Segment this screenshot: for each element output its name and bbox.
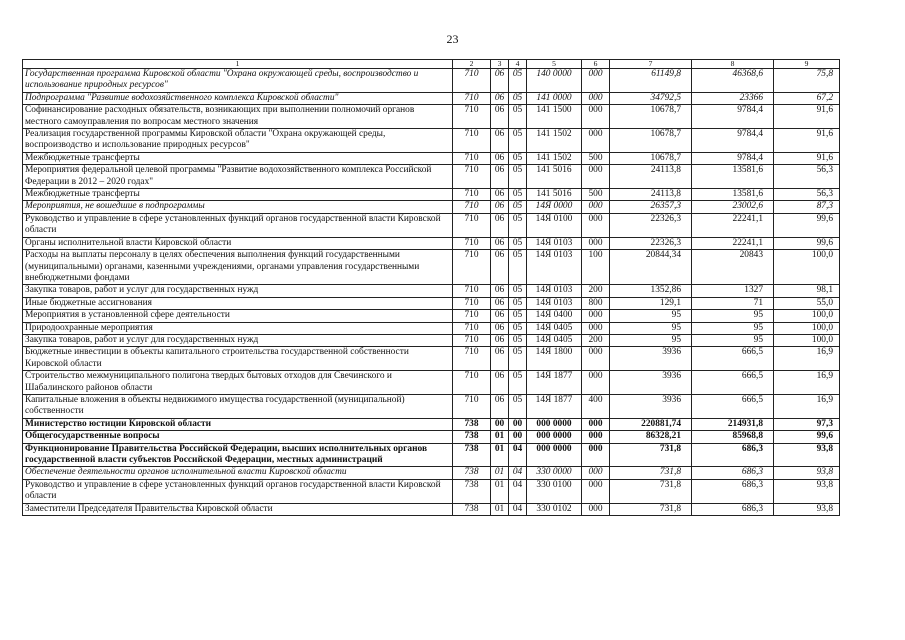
- actual-amount-cell: 686,3: [692, 467, 774, 479]
- expense-type-cell: 400: [582, 394, 610, 418]
- ministry-code-cell: 710: [453, 297, 491, 309]
- table-row: [23, 431, 840, 443]
- target-article-cell: 14Я 1877: [527, 394, 582, 418]
- execution-percent-cell: 87,3: [774, 201, 840, 213]
- subsection-code-cell: 04: [509, 503, 527, 515]
- actual-amount-cell: 71: [692, 297, 774, 309]
- expense-type-cell: 200: [582, 334, 610, 346]
- ministry-code-cell: 710: [453, 189, 491, 201]
- ministry-code-cell: 710: [453, 105, 491, 129]
- table-row: [23, 322, 840, 334]
- table-row: [23, 129, 840, 153]
- execution-percent-cell: 98,1: [774, 285, 840, 297]
- subsection-code-cell: 05: [509, 347, 527, 371]
- ministry-code-cell: 710: [453, 322, 491, 334]
- actual-amount-cell: 22241,1: [692, 213, 774, 237]
- target-article-cell: 14Я 0103: [527, 250, 582, 285]
- table-header-row: [23, 60, 840, 69]
- header-cell: 7: [610, 60, 692, 69]
- header-cell: 1: [23, 60, 453, 69]
- section-code-cell: 06: [491, 213, 509, 237]
- section-code-cell: 06: [491, 250, 509, 285]
- subsection-code-cell: 05: [509, 334, 527, 346]
- table-row: [23, 479, 840, 503]
- header-cell: 6: [582, 60, 610, 69]
- section-code-cell: 06: [491, 129, 509, 153]
- row-name-cell: Расходы на выплаты персоналу в целях обеспечения выполнения функций государственными (муниципальными) органами, казенными учреждениями, органами управления государственными внебюджетными фондами: [23, 250, 453, 285]
- execution-percent-cell: 93,8: [774, 467, 840, 479]
- planned-amount-cell: 3936: [610, 371, 692, 395]
- section-code-cell: 06: [491, 310, 509, 322]
- target-article-cell: 000 0000: [527, 418, 582, 430]
- actual-amount-cell: 9784,4: [692, 129, 774, 153]
- expense-type-cell: 000: [582, 165, 610, 189]
- table-row: [23, 250, 840, 285]
- section-code-cell: 06: [491, 285, 509, 297]
- subsection-code-cell: 05: [509, 371, 527, 395]
- expense-type-cell: 000: [582, 69, 610, 93]
- row-name-cell: Мероприятия федеральной целевой программы "Развитие водохозяйственного комплекса Российской Федерации в 2012 – 2020 годах": [23, 165, 453, 189]
- ministry-code-cell: 738: [453, 467, 491, 479]
- table-row: [23, 105, 840, 129]
- actual-amount-cell: 95: [692, 322, 774, 334]
- execution-percent-cell: 100,0: [774, 310, 840, 322]
- ministry-code-cell: 738: [453, 503, 491, 515]
- subsection-code-cell: 05: [509, 297, 527, 309]
- planned-amount-cell: 86328,21: [610, 431, 692, 443]
- actual-amount-cell: 686,3: [692, 443, 774, 467]
- expense-type-cell: 000: [582, 443, 610, 467]
- subsection-code-cell: 05: [509, 201, 527, 213]
- target-article-cell: 14Я 0000: [527, 201, 582, 213]
- execution-percent-cell: 99,6: [774, 431, 840, 443]
- section-code-cell: 06: [491, 165, 509, 189]
- page-number: 23: [446, 32, 459, 46]
- section-code-cell: 01: [491, 431, 509, 443]
- subsection-code-cell: 00: [509, 418, 527, 430]
- expense-type-cell: 000: [582, 431, 610, 443]
- target-article-cell: 140 0000: [527, 69, 582, 93]
- row-name-cell: Обеспечение деятельности органов исполнительной власти Кировской области: [23, 467, 453, 479]
- actual-amount-cell: 46368,6: [692, 69, 774, 93]
- row-name-cell: Руководство и управление в сфере установленных функций органов государственной власти Кировской области: [23, 479, 453, 503]
- expense-type-cell: 000: [582, 129, 610, 153]
- planned-amount-cell: 26357,3: [610, 201, 692, 213]
- actual-amount-cell: 22241,1: [692, 237, 774, 249]
- row-name-cell: Функционирование Правительства Российской Федерации, высших исполнительных органов государственной власти субъектов Российской Федерации, местных администраций: [23, 443, 453, 467]
- ministry-code-cell: 710: [453, 237, 491, 249]
- execution-percent-cell: 56,3: [774, 189, 840, 201]
- planned-amount-cell: 24113,8: [610, 189, 692, 201]
- section-code-cell: 06: [491, 334, 509, 346]
- row-name-cell: Межбюджетные трансферты: [23, 152, 453, 164]
- section-code-cell: 00: [491, 418, 509, 430]
- execution-percent-cell: 93,8: [774, 443, 840, 467]
- actual-amount-cell: 686,3: [692, 479, 774, 503]
- ministry-code-cell: 710: [453, 69, 491, 93]
- ministry-code-cell: 710: [453, 310, 491, 322]
- expense-type-cell: 000: [582, 201, 610, 213]
- planned-amount-cell: 10678,7: [610, 152, 692, 164]
- expense-type-cell: 000: [582, 467, 610, 479]
- planned-amount-cell: 95: [610, 322, 692, 334]
- actual-amount-cell: 85968,8: [692, 431, 774, 443]
- subsection-code-cell: 05: [509, 285, 527, 297]
- actual-amount-cell: 20843: [692, 250, 774, 285]
- ministry-code-cell: 710: [453, 213, 491, 237]
- section-code-cell: 06: [491, 69, 509, 93]
- header-cell: 8: [692, 60, 774, 69]
- subsection-code-cell: 04: [509, 467, 527, 479]
- subsection-code-cell: 05: [509, 92, 527, 104]
- expense-type-cell: 200: [582, 285, 610, 297]
- target-article-cell: 330 0102: [527, 503, 582, 515]
- target-article-cell: 14Я 0103: [527, 237, 582, 249]
- table-row: [23, 334, 840, 346]
- expense-type-cell: 000: [582, 310, 610, 322]
- execution-percent-cell: 55,0: [774, 297, 840, 309]
- row-name-cell: Министерство юстиции Кировской области: [23, 418, 453, 430]
- ministry-code-cell: 710: [453, 92, 491, 104]
- header-cell: 9: [774, 60, 840, 69]
- expense-type-cell: 000: [582, 371, 610, 395]
- budget-table: [22, 59, 840, 516]
- actual-amount-cell: 95: [692, 310, 774, 322]
- target-article-cell: 141 5016: [527, 189, 582, 201]
- planned-amount-cell: 10678,7: [610, 105, 692, 129]
- expense-type-cell: 000: [582, 347, 610, 371]
- header-cell: 2: [453, 60, 491, 69]
- ministry-code-cell: 710: [453, 394, 491, 418]
- table-row: [23, 418, 840, 430]
- section-code-cell: 01: [491, 467, 509, 479]
- target-article-cell: 14Я 0405: [527, 322, 582, 334]
- ministry-code-cell: 738: [453, 431, 491, 443]
- actual-amount-cell: 9784,4: [692, 152, 774, 164]
- actual-amount-cell: 1327: [692, 285, 774, 297]
- expense-type-cell: 000: [582, 237, 610, 249]
- execution-percent-cell: 99,6: [774, 237, 840, 249]
- planned-amount-cell: 22326,3: [610, 213, 692, 237]
- planned-amount-cell: 731,8: [610, 479, 692, 503]
- section-code-cell: 06: [491, 105, 509, 129]
- execution-percent-cell: 93,8: [774, 503, 840, 515]
- subsection-code-cell: 05: [509, 394, 527, 418]
- target-article-cell: 141 1502: [527, 129, 582, 153]
- planned-amount-cell: 129,1: [610, 297, 692, 309]
- target-article-cell: 14Я 1800: [527, 347, 582, 371]
- subsection-code-cell: 05: [509, 237, 527, 249]
- header-cell: 3: [491, 60, 509, 69]
- ministry-code-cell: 710: [453, 347, 491, 371]
- section-code-cell: 06: [491, 347, 509, 371]
- subsection-code-cell: 05: [509, 250, 527, 285]
- execution-percent-cell: 56,3: [774, 165, 840, 189]
- target-article-cell: 141 1500: [527, 105, 582, 129]
- planned-amount-cell: 24113,8: [610, 165, 692, 189]
- row-name-cell: Бюджетные инвестиции в объекты капитального строительства государственной собственности Кировской области: [23, 347, 453, 371]
- planned-amount-cell: 731,8: [610, 467, 692, 479]
- header-cell: 5: [527, 60, 582, 69]
- execution-percent-cell: 16,9: [774, 394, 840, 418]
- subsection-code-cell: 04: [509, 443, 527, 467]
- planned-amount-cell: 1352,86: [610, 285, 692, 297]
- actual-amount-cell: 686,3: [692, 503, 774, 515]
- row-name-cell: Реализация государственной программы Кировской области "Охрана окружающей среды, воспроизводство и использование природных ресурсов": [23, 129, 453, 153]
- planned-amount-cell: 95: [610, 334, 692, 346]
- subsection-code-cell: 05: [509, 152, 527, 164]
- target-article-cell: 141 1502: [527, 152, 582, 164]
- ministry-code-cell: 710: [453, 201, 491, 213]
- actual-amount-cell: 666,5: [692, 394, 774, 418]
- target-article-cell: 14Я 0400: [527, 310, 582, 322]
- table-row: [23, 310, 840, 322]
- section-code-cell: 06: [491, 297, 509, 309]
- table-row: [23, 152, 840, 164]
- target-article-cell: 000 0000: [527, 431, 582, 443]
- target-article-cell: 14Я 0103: [527, 285, 582, 297]
- section-code-cell: 06: [491, 394, 509, 418]
- section-code-cell: 01: [491, 443, 509, 467]
- actual-amount-cell: 13581,6: [692, 189, 774, 201]
- row-name-cell: Иные бюджетные ассигнования: [23, 297, 453, 309]
- target-article-cell: 000 0000: [527, 443, 582, 467]
- section-code-cell: 06: [491, 322, 509, 334]
- section-code-cell: 06: [491, 189, 509, 201]
- row-name-cell: Руководство и управление в сфере установленных функций органов государственной власти Кировской области: [23, 213, 453, 237]
- table-row: [23, 237, 840, 249]
- execution-percent-cell: 91,6: [774, 129, 840, 153]
- execution-percent-cell: 75,8: [774, 69, 840, 93]
- actual-amount-cell: 214931,8: [692, 418, 774, 430]
- table-row: [23, 297, 840, 309]
- row-name-cell: Общегосударственные вопросы: [23, 431, 453, 443]
- table-row: [23, 165, 840, 189]
- section-code-cell: 06: [491, 152, 509, 164]
- ministry-code-cell: 710: [453, 165, 491, 189]
- actual-amount-cell: 23002,6: [692, 201, 774, 213]
- table-row: [23, 69, 840, 93]
- target-article-cell: 330 0000: [527, 467, 582, 479]
- table-row: [23, 201, 840, 213]
- row-name-cell: Органы исполнительной власти Кировской области: [23, 237, 453, 249]
- planned-amount-cell: 34792,5: [610, 92, 692, 104]
- execution-percent-cell: 99,6: [774, 213, 840, 237]
- row-name-cell: Межбюджетные трансферты: [23, 189, 453, 201]
- planned-amount-cell: 22326,3: [610, 237, 692, 249]
- execution-percent-cell: 67,2: [774, 92, 840, 104]
- row-name-cell: Мероприятия, не вошедшие в подпрограммы: [23, 201, 453, 213]
- section-code-cell: 06: [491, 371, 509, 395]
- ministry-code-cell: 710: [453, 129, 491, 153]
- ministry-code-cell: 710: [453, 152, 491, 164]
- expense-type-cell: 000: [582, 322, 610, 334]
- table-row: [23, 394, 840, 418]
- subsection-code-cell: 05: [509, 322, 527, 334]
- section-code-cell: 06: [491, 201, 509, 213]
- planned-amount-cell: 61149,8: [610, 69, 692, 93]
- table-row: [23, 92, 840, 104]
- expense-type-cell: 000: [582, 213, 610, 237]
- planned-amount-cell: 20844,34: [610, 250, 692, 285]
- target-article-cell: 14Я 0405: [527, 334, 582, 346]
- row-name-cell: Природоохранные мероприятия: [23, 322, 453, 334]
- target-article-cell: 141 5016: [527, 165, 582, 189]
- table-row: [23, 189, 840, 201]
- actual-amount-cell: 666,5: [692, 371, 774, 395]
- row-name-cell: Закупка товаров, работ и услуг для государственных нужд: [23, 285, 453, 297]
- planned-amount-cell: 731,8: [610, 503, 692, 515]
- table-row: [23, 213, 840, 237]
- target-article-cell: 14Я 0103: [527, 297, 582, 309]
- target-article-cell: 14Я 1877: [527, 371, 582, 395]
- actual-amount-cell: 23366: [692, 92, 774, 104]
- execution-percent-cell: 93,8: [774, 479, 840, 503]
- subsection-code-cell: 05: [509, 213, 527, 237]
- row-name-cell: Подпрограмма "Развитие водохозяйственного комплекса Кировской области": [23, 92, 453, 104]
- subsection-code-cell: 05: [509, 310, 527, 322]
- section-code-cell: 06: [491, 237, 509, 249]
- expense-type-cell: 000: [582, 105, 610, 129]
- row-name-cell: Капитальные вложения в объекты недвижимого имущества государственной (муниципальной) собственности: [23, 394, 453, 418]
- planned-amount-cell: 3936: [610, 347, 692, 371]
- planned-amount-cell: 10678,7: [610, 129, 692, 153]
- planned-amount-cell: 220881,74: [610, 418, 692, 430]
- ministry-code-cell: 710: [453, 371, 491, 395]
- section-code-cell: 01: [491, 503, 509, 515]
- target-article-cell: 141 0000: [527, 92, 582, 104]
- expense-type-cell: 000: [582, 92, 610, 104]
- target-article-cell: 330 0100: [527, 479, 582, 503]
- expense-type-cell: 500: [582, 189, 610, 201]
- actual-amount-cell: 95: [692, 334, 774, 346]
- execution-percent-cell: 16,9: [774, 371, 840, 395]
- target-article-cell: 14Я 0100: [527, 213, 582, 237]
- actual-amount-cell: 9784,4: [692, 105, 774, 129]
- subsection-code-cell: 05: [509, 129, 527, 153]
- planned-amount-cell: 3936: [610, 394, 692, 418]
- section-code-cell: 06: [491, 92, 509, 104]
- subsection-code-cell: 04: [509, 479, 527, 503]
- table-row: [23, 503, 840, 515]
- ministry-code-cell: 710: [453, 250, 491, 285]
- ministry-code-cell: 738: [453, 443, 491, 467]
- table-row: [23, 467, 840, 479]
- execution-percent-cell: 100,0: [774, 334, 840, 346]
- subsection-code-cell: 05: [509, 105, 527, 129]
- ministry-code-cell: 738: [453, 418, 491, 430]
- table-row: [23, 371, 840, 395]
- planned-amount-cell: 731,8: [610, 443, 692, 467]
- expense-type-cell: 800: [582, 297, 610, 309]
- expense-type-cell: 000: [582, 503, 610, 515]
- row-name-cell: Закупка товаров, работ и услуг для государственных нужд: [23, 334, 453, 346]
- execution-percent-cell: 100,0: [774, 322, 840, 334]
- row-name-cell: Мероприятия в установленной сфере деятельности: [23, 310, 453, 322]
- row-name-cell: Государственная программа Кировской области "Охрана окружающей среды, воспроизводство и использование природных ресурсов": [23, 69, 453, 93]
- expense-type-cell: 500: [582, 152, 610, 164]
- expense-type-cell: 000: [582, 479, 610, 503]
- table-row: [23, 285, 840, 297]
- expense-type-cell: 100: [582, 250, 610, 285]
- execution-percent-cell: 91,6: [774, 105, 840, 129]
- execution-percent-cell: 100,0: [774, 250, 840, 285]
- actual-amount-cell: 666,5: [692, 347, 774, 371]
- expense-type-cell: 000: [582, 418, 610, 430]
- row-name-cell: Софинансирование расходных обязательств, возникающих при выполнении полномочий органов местного самоуправления по вопросам местного значения: [23, 105, 453, 129]
- execution-percent-cell: 97,3: [774, 418, 840, 430]
- subsection-code-cell: 05: [509, 69, 527, 93]
- table-row: [23, 347, 840, 371]
- execution-percent-cell: 16,9: [774, 347, 840, 371]
- subsection-code-cell: 05: [509, 189, 527, 201]
- ministry-code-cell: 710: [453, 285, 491, 297]
- row-name-cell: Заместители Председателя Правительства Кировской области: [23, 503, 453, 515]
- row-name-cell: Строительство межмуниципального полигона твердых бытовых отходов для Свечинского и Шабалинского районов области: [23, 371, 453, 395]
- ministry-code-cell: 738: [453, 479, 491, 503]
- subsection-code-cell: 00: [509, 431, 527, 443]
- section-code-cell: 01: [491, 479, 509, 503]
- execution-percent-cell: 91,6: [774, 152, 840, 164]
- subsection-code-cell: 05: [509, 165, 527, 189]
- ministry-code-cell: 710: [453, 334, 491, 346]
- actual-amount-cell: 13581,6: [692, 165, 774, 189]
- table-row: [23, 443, 840, 467]
- header-cell: 4: [509, 60, 527, 69]
- planned-amount-cell: 95: [610, 310, 692, 322]
